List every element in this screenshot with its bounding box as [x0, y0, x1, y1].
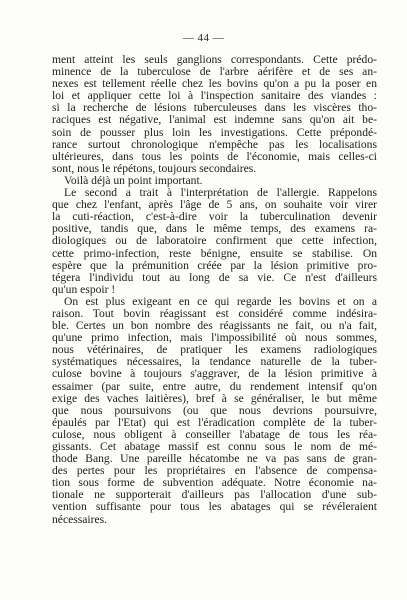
text-line: On est plus exigeant en ce qui regarde les bovins et on a [64, 294, 377, 308]
text-line: vention suffisante pour tous les abatages qui se révéleraient [52, 500, 377, 514]
text-line: nous vétérinaires, de pratiquer les examens radiologiques [52, 343, 377, 357]
text-line: minence de la tuberculose de l'arbre aérifère et de ses an- [52, 65, 377, 79]
text-line: cette primo-infection, reste bénigne, ensuite se stabilise. On [52, 246, 377, 260]
text-line: la cuti-réaction, c'est-à-dire voir la tuberculination devenir [52, 210, 377, 224]
text-line: nécessaires. [52, 512, 108, 526]
paragraph [52, 187, 377, 296]
text-line: espère que la prémunition créée par la lésion primitive pro- [52, 258, 377, 272]
text-line: positive, tandis que, dans le même temps, des examens ra- [52, 222, 377, 236]
text-line: culose, nous obligent à conseiller l'abatage de tous les réa- [52, 427, 377, 441]
text-line: essaimer (par suite, entre autre, du rendement intensif qu'on [52, 379, 377, 393]
text-line: thode Bang. Une pareille hécatombe ne va pas sans de gran- [52, 452, 377, 466]
text-line: qu'un espoir ! [52, 282, 116, 296]
paragraph [52, 296, 377, 526]
text-line: ment atteint les seuls ganglions correspondants. Cette prédo- [52, 53, 377, 66]
text-line: ble. Certes un bon nombre des réagissants ne fait, ou n'a fait, [52, 319, 377, 333]
text-line: qu'une primo infection, mais l'impossibilité où nous sommes, [52, 331, 377, 345]
text-line: rance surtout chronologique n'empêche pas les localisations [52, 137, 377, 151]
text-line: soin de pousser plus loin les investigations. Cette prépondé- [52, 125, 377, 139]
text-line: diologiques ou de laboratoire confirment que cette infection, [52, 234, 377, 248]
text-line: que nous poursuivons (ou que nous devrions poursuivre, [52, 403, 377, 417]
body-text [52, 54, 377, 526]
text-line: tégera l'individu tout au long de sa vie. Ce n'est d'ailleurs [52, 270, 377, 284]
text-line: exige des vaches laitières), bref à se généraliser, le but même [52, 391, 377, 405]
text-line: tion sous forme de subvention adéquate. Notre économie na- [52, 476, 377, 490]
text-line: épaulés par l'Etat) qui est l'éradication complète de la tuber- [52, 415, 377, 429]
text-line: gissants. Cet abatage massif est connu sous le nom de mé- [52, 440, 377, 453]
text-line: raison. Tout bovin réagissant est considéré comme indésira- [52, 306, 377, 320]
text-line: Voilà déjà un point important. [64, 173, 203, 187]
text-line: loi et appliquer cette loi à l'inspection sanitaire des viandes : [52, 89, 377, 103]
text-line: nexes est tellement réelle chez les bovins qu'on a pu la poser en [52, 77, 377, 91]
text-line: ultérieures, dans tous les points de l'économie, mais celles-ci [52, 149, 377, 163]
page-number: — 44 — [182, 32, 225, 44]
text-line: tionale ne supporterait d'ailleurs pas l'allocation d'une sub- [52, 488, 377, 502]
text-line: des pertes pour les propriétaires en l'absence de compensa- [52, 464, 377, 478]
text-line: que chez l'enfant, après l'âge de 5 ans, on souhaite voir virer [52, 198, 377, 212]
text-line: raciques est négative, l'animal est indemne sans qu'on ait be- [52, 113, 377, 127]
text-line: Le second a trait à l'interprétation de l'allergie. Rappelons [64, 186, 377, 200]
text-line: culose bovine à toujours s'aggraver, de la lésion primitive à [52, 367, 377, 381]
text-line: sont, nous le répétons, toujours secondaires. [52, 161, 257, 175]
text-line: si la recherche de lésions tuberculeuses dans les viscères tho- [52, 101, 377, 115]
text-line: systématiques nécessaires, la tendance naturelle de la tuber- [52, 355, 377, 369]
paragraph [52, 54, 377, 175]
